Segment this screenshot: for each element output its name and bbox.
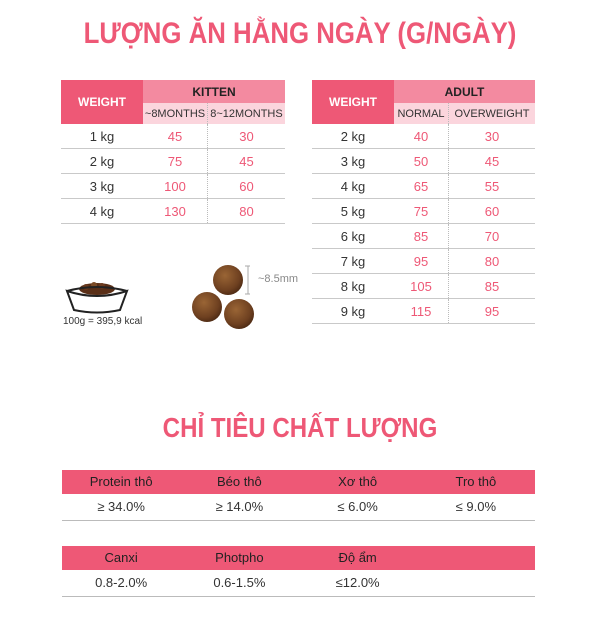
quality-value: ≥ 34.0% [97, 499, 145, 514]
value-cell: 40 [394, 124, 449, 149]
quality-values-row-2 [62, 570, 535, 597]
value-cell: 85 [394, 224, 449, 249]
kitten-weight-header: WEIGHT [61, 80, 143, 124]
value-cell: 115 [394, 299, 449, 324]
food-bowl-icon [64, 277, 130, 315]
value-cell: 100 [143, 174, 208, 199]
value-cell: 70 [449, 224, 536, 249]
adult-weight-header: WEIGHT [312, 80, 394, 124]
weight-cell: 5 kg [312, 199, 394, 224]
quality-header: Béo thô [216, 474, 262, 489]
value-cell: 75 [394, 199, 449, 224]
value-cell: 55 [449, 174, 536, 199]
adult-col-2: OVERWEIGHT [449, 103, 536, 124]
value-cell: 30 [449, 124, 536, 149]
kitten-col-2: 8~12MONTHS [208, 103, 286, 124]
quality-value: ≤12.0% [335, 575, 380, 590]
weight-cell: 4 kg [61, 199, 143, 224]
quality-value: ≤ 9.0% [455, 499, 497, 514]
table-row [61, 149, 285, 174]
value-cell: 65 [394, 174, 449, 199]
value-cell: 75 [143, 149, 208, 174]
quality-header: Photpho [215, 550, 264, 565]
kitten-feeding-table [61, 80, 285, 224]
quality-header-row-1 [62, 470, 535, 494]
kibble-size-label: ~8.5mm [258, 273, 299, 285]
value-cell: 80 [208, 199, 286, 224]
quality-header: Protein thô [89, 474, 153, 489]
weight-cell: 6 kg [312, 224, 394, 249]
quality-header: Độ ẩm [338, 550, 377, 565]
value-cell: 30 [208, 124, 286, 149]
weight-cell: 3 kg [312, 149, 394, 174]
table-row [312, 199, 535, 224]
table-row [312, 149, 535, 174]
weight-cell: 4 kg [312, 174, 394, 199]
value-cell: 85 [449, 274, 536, 299]
weight-cell: 1 kg [61, 124, 143, 149]
value-cell: 45 [449, 149, 536, 174]
table-row [61, 199, 285, 224]
value-cell: 80 [449, 249, 536, 274]
value-cell: 60 [449, 199, 536, 224]
table-row [312, 274, 535, 299]
quality-header-row-2 [62, 546, 535, 570]
quality-value [417, 570, 535, 596]
value-cell: 45 [208, 149, 286, 174]
weight-cell: 9 kg [312, 299, 394, 324]
table-row [61, 124, 285, 149]
bowl-caption: 100g = 395,9 kcal [63, 316, 143, 327]
quality-value: ≤ 6.0% [337, 499, 378, 514]
quality-values-row-1 [62, 494, 535, 521]
quality-value: ≥ 14.0% [215, 499, 264, 514]
value-cell: 130 [143, 199, 208, 224]
table-row [312, 299, 535, 324]
value-cell: 105 [394, 274, 449, 299]
adult-col-1: NORMAL [394, 103, 449, 124]
weight-cell: 3 kg [61, 174, 143, 199]
weight-cell: 2 kg [61, 149, 143, 174]
quality-header [417, 546, 535, 570]
adult-feeding-table [312, 80, 535, 324]
value-cell: 60 [208, 174, 286, 199]
quality-title: CHỈ TIÊU CHẤT LƯỢNG [162, 412, 438, 443]
kitten-group-header: KITTEN [143, 80, 285, 103]
adult-group-header: ADULT [394, 80, 535, 103]
quality-header: Canxi [104, 550, 138, 565]
value-cell: 95 [394, 249, 449, 274]
value-cell: 50 [394, 149, 449, 174]
table-row [312, 124, 535, 149]
value-cell: 45 [143, 124, 208, 149]
feeding-title: LƯỢNG ĂN HẰNG NGÀY (G/NGÀY) [83, 17, 517, 50]
value-cell: 95 [449, 299, 536, 324]
table-row [312, 249, 535, 274]
quality-header: Xơ thô [338, 474, 378, 489]
quality-header: Tro thô [455, 474, 497, 489]
weight-cell: 8 kg [312, 274, 394, 299]
kitten-col-1: ~8MONTHS [143, 103, 208, 124]
table-row [312, 174, 535, 199]
quality-value: 0.6-1.5% [213, 575, 266, 590]
kibble-icon [190, 262, 260, 334]
quality-value: 0.8-2.0% [95, 575, 148, 590]
table-row [61, 174, 285, 199]
table-row [312, 224, 535, 249]
weight-cell: 7 kg [312, 249, 394, 274]
weight-cell: 2 kg [312, 124, 394, 149]
